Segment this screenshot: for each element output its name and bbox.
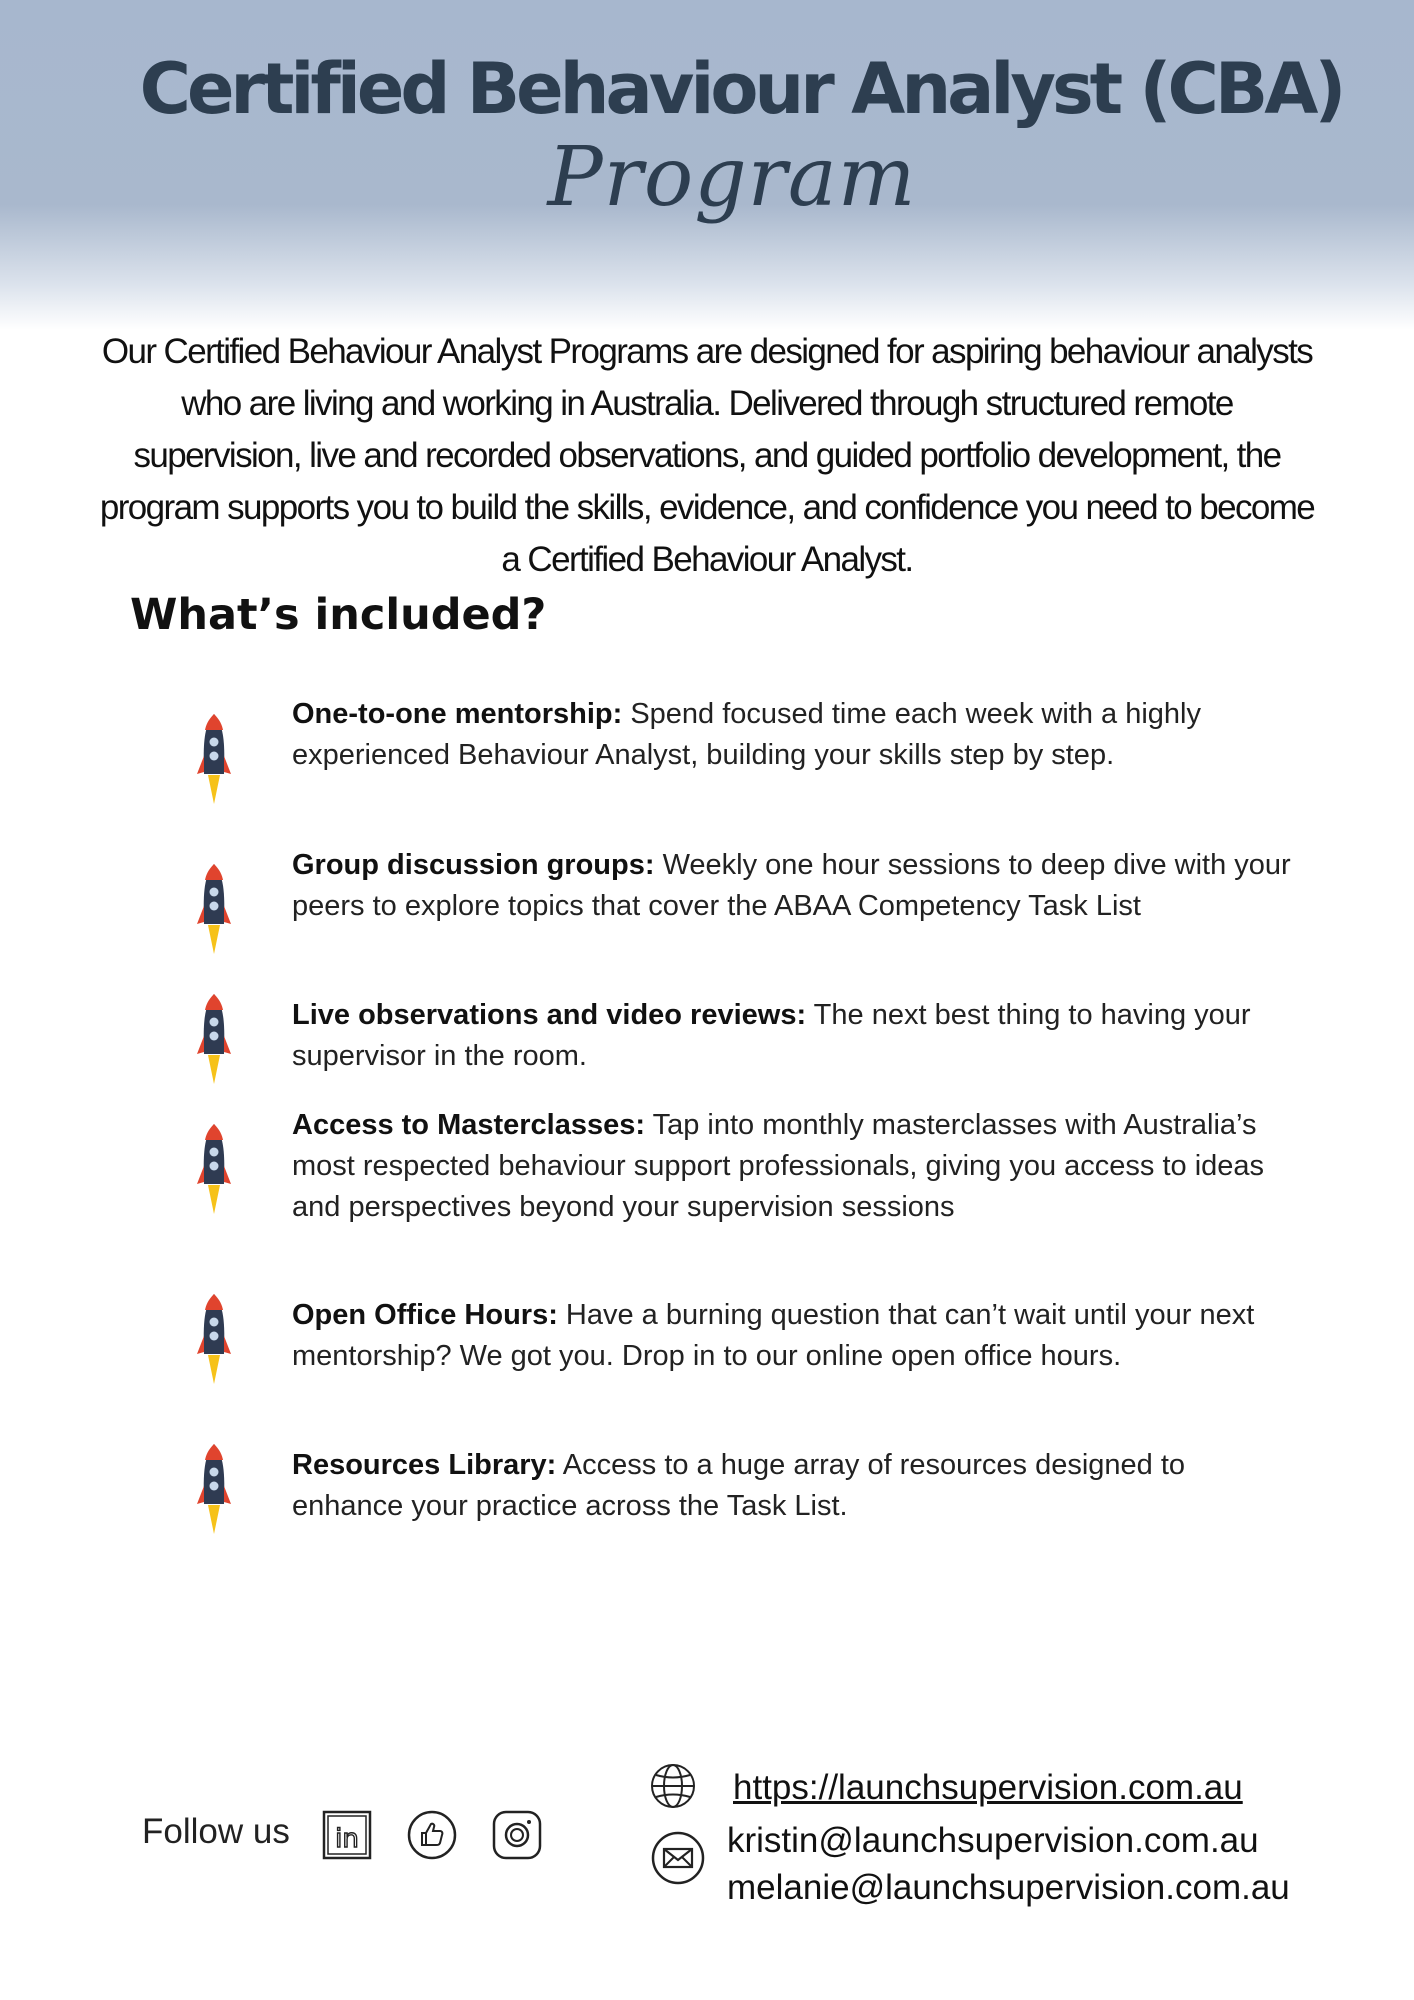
- feature-text: Tap into monthly masterclasses with Australia’s most respected behaviour support professionals, giving you access to ideas and perspectives beyond your supervision sessions: [292, 1109, 1265, 1223]
- email-link[interactable]: kristin@launchsupervision.com.au: [727, 1821, 1259, 1860]
- page-title: Certified Behaviour Analyst (CBA): [139, 48, 1343, 130]
- globe-icon: [649, 1762, 697, 1810]
- feature-title: Open Office Hours:: [292, 1299, 558, 1331]
- feature-title: Access to Masterclasses:: [292, 1109, 646, 1141]
- rocket-icon: [194, 1442, 234, 1536]
- page-subtitle: Program: [547, 130, 917, 225]
- feature-text: The next best thing to having your supervisor in the room.: [292, 999, 1251, 1072]
- rocket-icon: [194, 1292, 234, 1386]
- feature-item: [292, 1105, 1302, 1228]
- feature-text: Have a burning question that can’t wait until your next mentorship? We got you. Drop in to our online open office hours.: [292, 1299, 1255, 1372]
- svg-text:in: in: [335, 1824, 359, 1854]
- feature-item: [292, 1295, 1302, 1377]
- rocket-icon: [194, 992, 234, 1086]
- mail-icon: [650, 1830, 706, 1886]
- feature-text: Access to a huge array of resources designed to enhance your practice across the Task List.: [292, 1449, 1186, 1522]
- email-link[interactable]: melanie@launchsupervision.com.au: [727, 1868, 1290, 1907]
- feature-title: Group discussion groups:: [292, 849, 655, 881]
- thumbs-up-icon[interactable]: [407, 1810, 457, 1860]
- feature-item: [292, 694, 1302, 776]
- section-heading: What’s included?: [130, 590, 547, 640]
- rocket-icon: [194, 1122, 234, 1216]
- rocket-icon: [194, 712, 234, 806]
- feature-item: [292, 1445, 1302, 1527]
- feature-item: [292, 995, 1302, 1077]
- feature-title: Resources Library:: [292, 1449, 557, 1481]
- feature-text: Weekly one hour sessions to deep dive with your peers to explore topics that cover the ABAA Competency Task List: [292, 849, 1291, 922]
- feature-title: One-to-one mentorship:: [292, 698, 623, 730]
- feature-title: Live observations and video reviews:: [292, 999, 807, 1031]
- rocket-icon: [194, 862, 234, 956]
- linkedin-icon[interactable]: [322, 1810, 372, 1860]
- instagram-icon[interactable]: [492, 1810, 542, 1860]
- feature-text: Spend focused time each week with a highly experienced Behaviour Analyst, building your skills step by step.: [292, 698, 1201, 771]
- website-link[interactable]: https://launchsupervision.com.au: [733, 1768, 1243, 1807]
- follow-us-label: Follow us: [142, 1812, 290, 1851]
- feature-item: [292, 845, 1302, 927]
- intro-paragraph: Our Certified Behaviour Analyst Programs are designed for aspiring behaviour analysts who are living and working in Australia. Delivered through structured remote supervision, live and recorded observations, and guided portfolio development, the program supports you to build the skills, evidence, and confidence you need to become a Certified Behaviour Analyst.: [99, 332, 1315, 579]
